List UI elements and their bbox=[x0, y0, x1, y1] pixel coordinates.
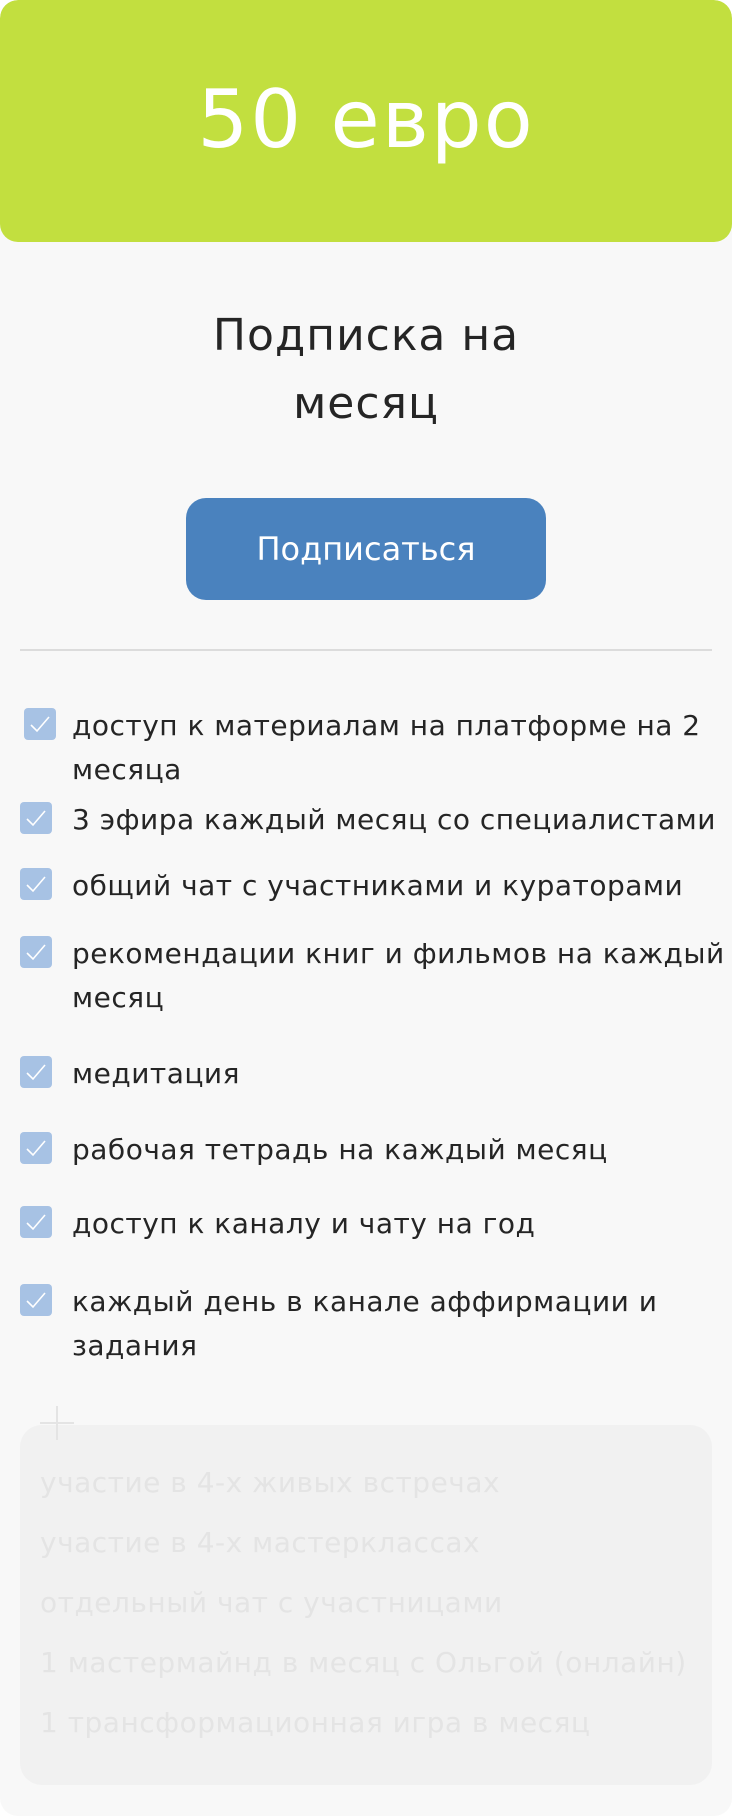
checkbox-icon bbox=[20, 936, 52, 968]
checkbox-icon bbox=[24, 708, 56, 740]
price-label: 50 евро bbox=[197, 72, 535, 166]
divider bbox=[20, 649, 712, 651]
feature-label: рабочая тетрадь на каждый месяц bbox=[72, 1133, 608, 1166]
extra-item: 1 мастермайнд в месяц с Ольгой (онлайн) bbox=[40, 1646, 687, 1679]
plus-icon[interactable] bbox=[40, 1406, 74, 1440]
plan-title bbox=[0, 302, 732, 438]
checkbox-icon bbox=[20, 1056, 52, 1088]
feature-label: медитация bbox=[72, 1057, 240, 1090]
feature-label: доступ к материалам на платформе на 2 месяца bbox=[72, 709, 701, 786]
checkbox-icon bbox=[20, 1284, 52, 1316]
plan-title-line-1: Подписка на bbox=[212, 310, 520, 361]
extra-item: отдельный чат с участницами bbox=[40, 1586, 503, 1619]
feature-label: 3 эфира каждый месяц со специалистами bbox=[72, 803, 717, 836]
feature-label: доступ к каналу и чату на год bbox=[72, 1207, 536, 1240]
feature-label: рекомендации книг и фильмов на каждый месяц bbox=[72, 937, 725, 1014]
extra-item: участие в 4-х живых встречах bbox=[40, 1466, 501, 1499]
checkbox-icon bbox=[20, 802, 52, 834]
feature-label: каждый день в канале аффирмации и задания bbox=[72, 1285, 658, 1362]
extra-item: участие в 4-х мастерклассах bbox=[40, 1526, 481, 1559]
feature-label: общий чат с участниками и кураторами bbox=[72, 869, 684, 902]
checkbox-icon bbox=[20, 1206, 52, 1238]
subscribe-button[interactable]: Подписаться bbox=[186, 498, 546, 600]
checkbox-icon bbox=[20, 868, 52, 900]
extra-item: 1 трансформационная игра в месяц bbox=[40, 1706, 591, 1739]
checkbox-icon bbox=[20, 1132, 52, 1164]
plan-title-line-2: месяц bbox=[293, 378, 439, 429]
price-header bbox=[0, 0, 732, 242]
